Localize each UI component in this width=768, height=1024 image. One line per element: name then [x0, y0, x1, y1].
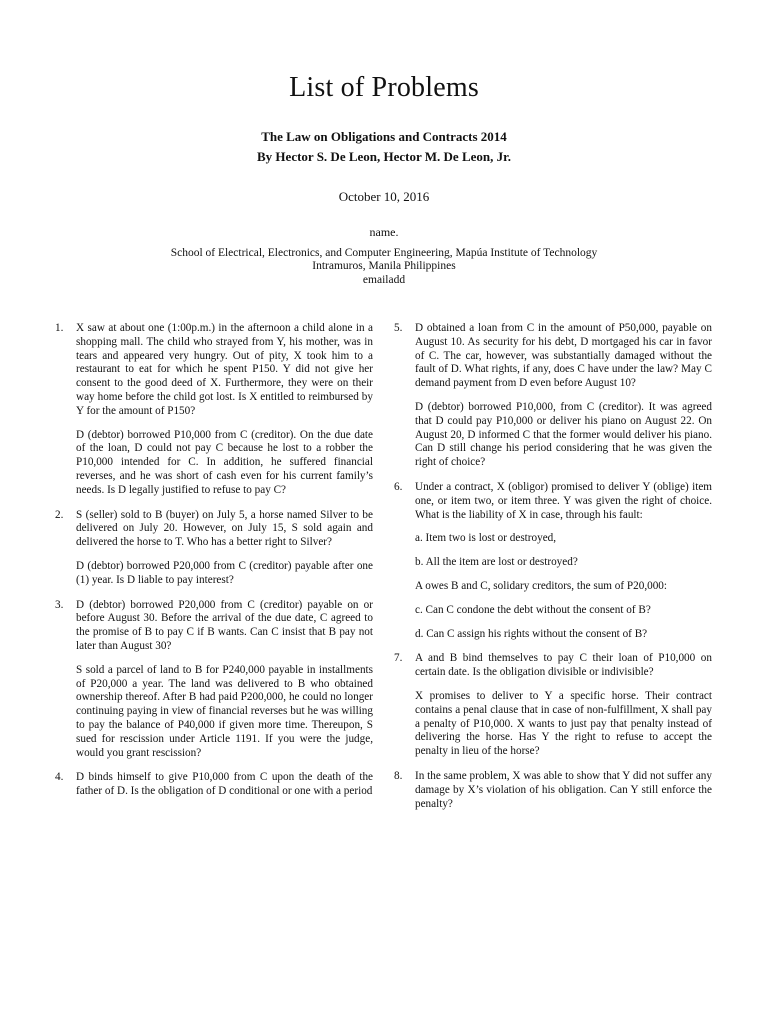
- problem-item: [394, 481, 712, 641]
- problem-paragraph: c. Can C condone the debt without the consent of B?: [415, 603, 651, 616]
- subtitle-line-2: By Hector S. De Leon, Hector M. De Leon, Jr.: [257, 149, 511, 164]
- problem-paragraph: X saw at about one (1:00p.m.) in the afternoon a child alone in a shopping mall. The child who strayed from Y, his mother, was in tears and appeared very hungry. Out of pity, X took him to a restaurant to eat for which he spent P150. Y did not give her consent to the good deed of X. Furthermore, they were on their way home before the child got lost. Is X entitled to reimbursed by Y for the amount of P150?: [76, 322, 373, 417]
- problem-paragraph: b. All the item are lost or destroyed?: [415, 556, 578, 569]
- problem-number: 7.: [394, 652, 403, 665]
- problems-column-left: [55, 322, 373, 810]
- date: October 10, 2016: [338, 189, 430, 204]
- problem-paragraph: D (debtor) borrowed P10,000 from C (creditor). On the due date of the loan, D could not pay C because he lost to a robber the P10,000 intended for C. In addition, he suffered financial reverses, and he was short of cash even for his current family’s needs. Is D legally justified to refuse to pay C?: [76, 428, 373, 496]
- problem-item: [55, 322, 373, 498]
- subtitle: [0, 127, 768, 167]
- problem-number: 8.: [394, 769, 403, 782]
- problem-paragraph: D obtained a loan from C in the amount of P50,000, payable on August 10. As security for his debt, D mortgaged his car in favor of C. The car, however, was substantially damaged without the fault of D. What rights, if any, does C have under the law? May C demand payment from D even before August 10?: [415, 322, 712, 390]
- page-title: List of Problems: [289, 72, 479, 103]
- problem-number: 6.: [394, 480, 403, 493]
- problem-number: 5.: [394, 322, 403, 334]
- problem-paragraph: A and B bind themselves to pay C their loan of P10,000 on certain date. Is the obligation divisible or indivisible?: [415, 652, 712, 679]
- problem-paragraph: a. Item two is lost or destroyed,: [415, 532, 557, 545]
- problem-paragraph: d. Can C assign his rights without the consent of B?: [415, 627, 648, 640]
- problem-paragraph: A owes B and C, solidary creditors, the sum of P20,000:: [415, 579, 668, 592]
- problem-number: 4.: [55, 771, 64, 784]
- affiliation-line-1: School of Electrical, Electronics, and Computer Engineering, Mapúa Institute of Technology: [170, 246, 598, 259]
- problem-paragraph: D (debtor) borrowed P20,000 from C (creditor) payable on or before August 30. Before the arrival of the due date, C agreed to the promise of B to pay C if B wants. Can C insist that B pay not later than August 30?: [76, 598, 373, 652]
- problem-item: [394, 322, 712, 470]
- author-email: emailadd: [362, 273, 406, 286]
- problem-paragraph: S (seller) sold to B (buyer) on July 5, a horse named Silver to be delivered on July 20. However, on July 15, S sold again and delivered the horse to T. Who has a better right to Silver?: [76, 508, 373, 549]
- problem-item: [394, 770, 712, 811]
- problem-number: 1.: [55, 322, 64, 334]
- affiliation-line-2: Intramuros, Manila Philippines: [312, 260, 456, 272]
- problem-paragraph: S sold a parcel of land to B for P240,000 payable in installments of P20,000 a year. The land was delivered to B who obtained ownership thereof. After B had paid P200,000, he could no longer continuing paying in view of financial reverses but he was willing to pay the balance of P40,000 if given more time. Thereupon, S sued for rescission under Article 1191. If you were the judge, would you grant rescission?: [76, 663, 373, 759]
- problem-item: [394, 652, 712, 759]
- problem-item: [55, 509, 373, 588]
- problem-paragraph: X promises to deliver to Y a specific horse. Their contract contains a penal clause that in case of non-fulfillment, X shall pay a penalty of P10,000. X wants to just pay that penalty instead of delivering the horse. Has Y the right to refuse to accept the penalty in lieu of the horse?: [415, 689, 712, 758]
- author-block: [0, 226, 768, 287]
- problem-paragraph: In the same problem, X was able to show that Y did not suffer any damage by X’s violation of his obligation. Can Y still enforce the penalty?: [415, 769, 712, 810]
- subtitle-line-1: The Law on Obligations and Contracts 2014: [261, 129, 507, 144]
- problem-number: 3.: [55, 598, 64, 611]
- problem-item: [55, 771, 373, 799]
- problem-paragraph: D binds himself to give P10,000 from C upon the death of the father of D. Is the obligation of D conditional or one with a period: [76, 771, 373, 798]
- problem-number: 2.: [55, 508, 64, 521]
- problems-column-right: [394, 322, 712, 822]
- problem-paragraph: D (debtor) borrowed P20,000 from C (creditor) payable after one (1) year. Is D liable to pay interest?: [76, 559, 373, 586]
- problem-paragraph: D (debtor) borrowed P10,000, from C (creditor). It was agreed that D could pay P10,000 or deliver his piano on August 22. On August 20, D informed C that the former would deliver his piano. Can D still change his period considering that he was given the right of choice?: [415, 400, 712, 469]
- problem-item: [55, 599, 373, 761]
- problem-paragraph: Under a contract, X (obligor) promised to deliver Y (oblige) item one, or item two, or item three. Y was given the right of choice. What is the liability of X in case, through his fault:: [415, 480, 712, 521]
- author-name: name.: [369, 225, 399, 239]
